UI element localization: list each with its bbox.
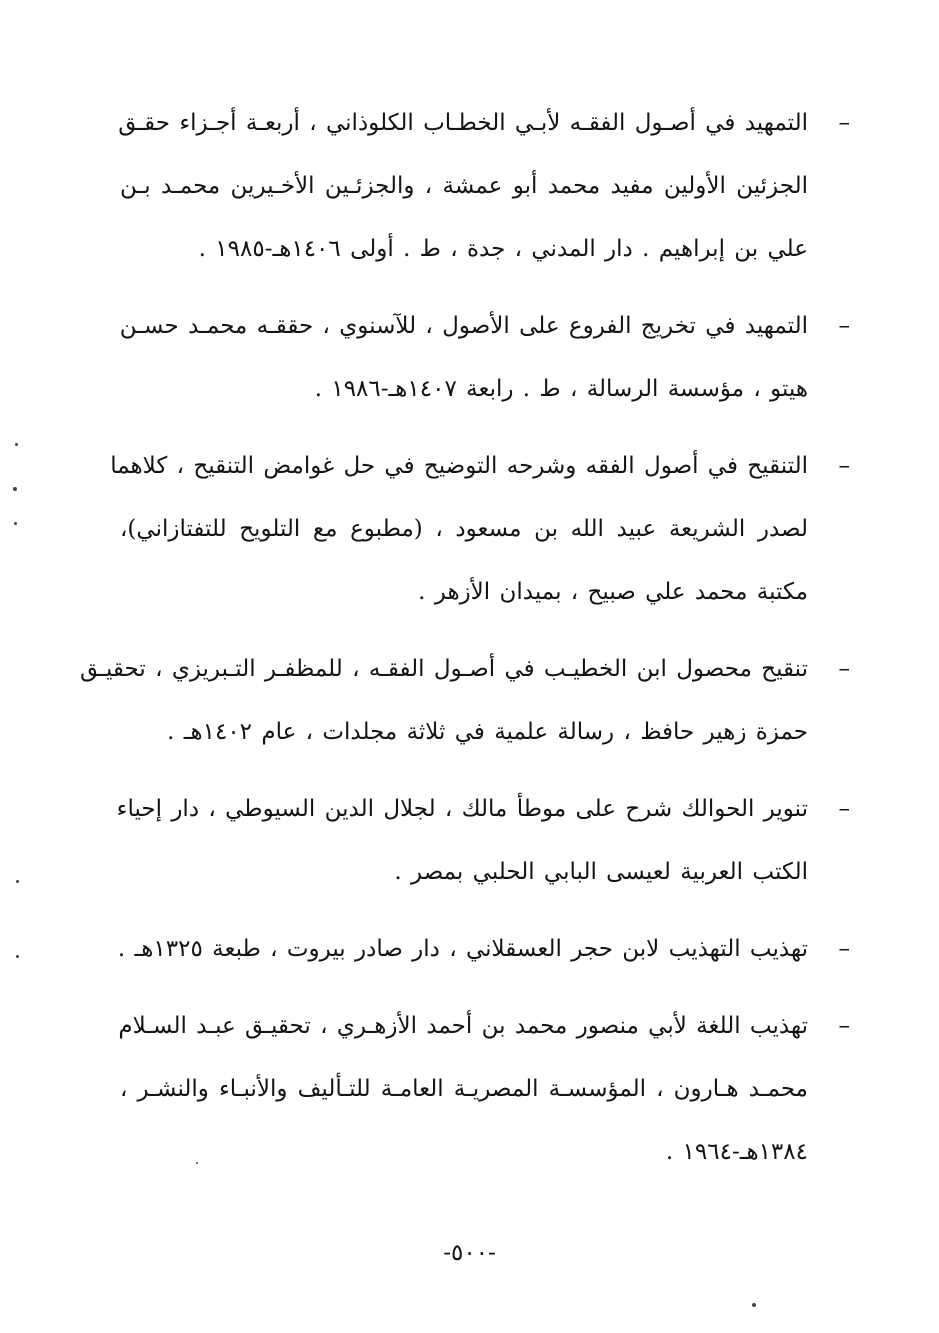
entry-line: ١٣٨٤هـ-١٩٦٤ . (665, 1139, 808, 1165)
entry-line: تهذيب التهذيب لابن حجر العسقلاني ، دار صادر بيروت ، طبعة ١٣٢٥هـ . (117, 936, 808, 962)
entry-line: تنقيح محصول ابن الخطيـب في أصـول الفقـه ، للمظفـر التـبريزي ، تحقيـق (80, 656, 808, 682)
entry-line: علي بن إبراهيم . دار المدني ، جدة ، ط . أولى ١٤٠٦هـ-١٩٨٥ . (198, 236, 808, 262)
scan-speck (16, 880, 19, 883)
bibliography-entry (117, 918, 850, 981)
entry-dash: – (838, 796, 850, 822)
entry-line: لصدر الشريعة عبيد الله بن مسعود ، (مطبوع مع التلويح للتفتازاني)، (120, 516, 808, 542)
entry-dash: – (838, 110, 850, 136)
entry-line: التنقيح في أصول الفقه وشرحه التوضيح في حل غوامض التنقيح ، كلاهما (110, 453, 808, 479)
bibliography-list (80, 92, 850, 1198)
bibliography-entry (80, 638, 850, 764)
entry-dash: – (838, 313, 850, 339)
scan-speck (16, 955, 19, 958)
entry-line: محمـد هـارون ، المؤسسـة المصريـة العامـة للتـأليف والأنبـاء والنشـر ، (120, 1076, 808, 1102)
entry-line: تهذيب اللغة لأبي منصور محمد بن أحمد الأزهـري ، تحقيـق عبـد السـلام (118, 1013, 808, 1039)
scan-speck (15, 443, 18, 446)
entry-line: حمزة زهير حافظ ، رسالة علمية في ثلاثة مجلدات ، عام ١٤٠٢هـ . (167, 719, 808, 745)
entry-line: تنوير الحوالك شرح على موطأ مالك ، لجلال الدين السيوطي ، دار إحياء (116, 796, 808, 822)
bibliography-entry (120, 295, 850, 421)
entry-dash: – (838, 656, 850, 682)
entry-line: مكتبة محمد علي صبيح ، بميدان الأزهر . (418, 579, 808, 605)
entry-line: هيتو ، مؤسسة الرسالة ، ط . رابعة ١٤٠٧هـ-١٩٨٦ . (314, 376, 808, 402)
bibliography-entry (116, 778, 850, 904)
page-number: -٥٠٠- (443, 1240, 496, 1266)
entry-dash: – (838, 1013, 850, 1039)
scan-speck (14, 522, 17, 525)
scan-speck (752, 1303, 756, 1307)
entry-line: التمهيد في تخريج الفروع على الأصول ، للآسنوي ، حققـه محمـد حسـن (119, 313, 808, 339)
entry-line: الكتب العربية لعيسى البابي الحلبي بمصر . (394, 859, 808, 885)
entry-line: الجزئين الأولين مفيد محمد أبو عمشة ، والجزئـين الأخـيرين محمـد بـن (120, 173, 808, 199)
entry-dash: – (838, 453, 850, 479)
entry-dash: – (838, 936, 850, 962)
bibliography-entry (110, 435, 850, 624)
bibliography-entry (120, 92, 850, 281)
entry-line: التمهيد في أصـول الفقـه لأبـي الخطـاب الكلوذاني ، أربعـة أجـزاء حقـق (118, 110, 808, 136)
scan-speck (13, 487, 17, 491)
bibliography-entry (120, 995, 850, 1184)
scan-speck (196, 1162, 198, 1164)
